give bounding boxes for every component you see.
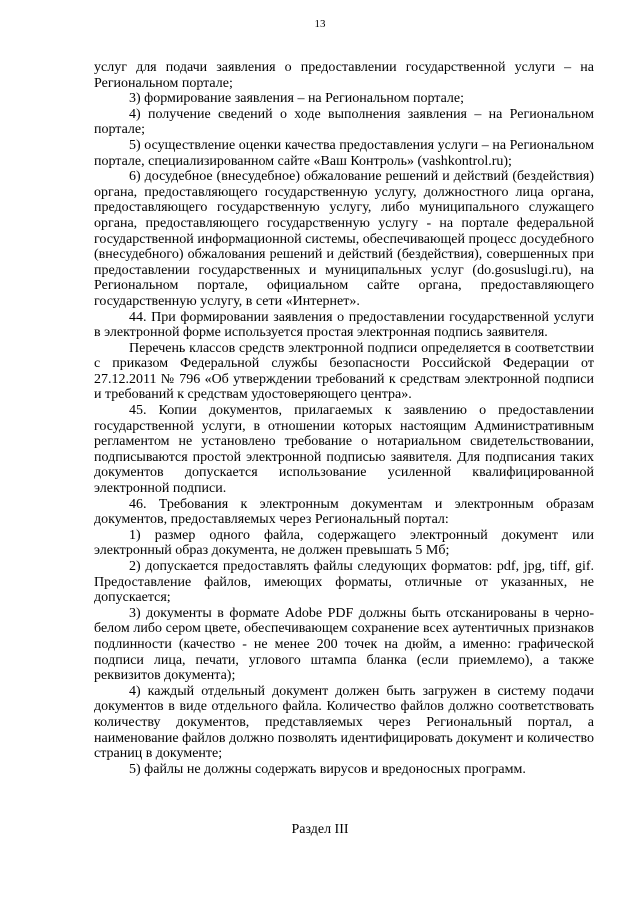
- paragraph-requirement-2: 2) допускается предоставлять файлы следующих форматов: pdf, jpg, tiff, gif. Предоставление файлов, имеющих форматы, отличные от указанных, не допускается;: [94, 559, 594, 606]
- paragraph-item-3: 3) формирование заявления – на Региональном портале;: [129, 91, 465, 107]
- page-number: 13: [314, 18, 326, 30]
- paragraph-item-4: 4) получение сведений о ходе выполнения заявления – на Региональном портале;: [94, 106, 594, 138]
- document-body: [94, 60, 594, 777]
- paragraph-continuation: услуг для подачи заявления о предоставлении государственной услуги – на Региональном портале;: [94, 60, 594, 91]
- paragraph-item-6: 6) досудебное (внесудебное) обжалование решений и действий (бездействия) органа, предоставляющего государственную услугу, должностного лица органа, предоставляющего государственную услугу, либо муниципального служащего органа, предоставляющего государственную услугу - на портале федеральной государственной информационной системы, обеспечивающей процесс досудебного (внесудебного) обжалования решений и действий (бездействия), совершенных при предоставлении государственных и муниципальных услуг (do.gosuslugi.ru), на Региональном портале, официальном сайте органа, предоставляющего государственную услугу, в сети «Интернет».: [94, 169, 594, 309]
- paragraph-signature-classes: Перечень классов средств электронной подписи определяется в соответствии с приказом Федеральной службы безопасности Российской Федерации от 27.12.2011 № 796 «Об утверждении требований к средствам электронной подписи и требований к средствам удостоверяющего центра».: [94, 340, 594, 403]
- section-heading: Раздел III: [291, 822, 349, 837]
- paragraph-clause-45: 45. Копии документов, прилагаемых к заявлению о предоставлении государственной услуги, в отношении которых настоящим Административным регламентом не установлено требование о нотариальном свидетельствовании, подписываются простой электронной подписью заявителя. Для подписания таких документов допускается использование усиленной квалифицированной электронной подписи.: [94, 403, 594, 497]
- paragraph-clause-46: 46. Требования к электронным документам и электронным образам документов, предоставляемых через Региональный портал:: [94, 496, 594, 528]
- paragraph-requirement-4: 4) каждый отдельный документ должен быть загружен в систему подачи документов в виде отдельного файла. Количество файлов должно соответствовать количеству документов, представляемых через Региональный портал, а наименование файлов должно позволять идентифицировать документ и количество страниц в документе;: [94, 683, 594, 762]
- paragraph-item-5: 5) осуществление оценки качества предоставления услуги – на Региональном портале, специализированном сайте «Ваш Контроль» (vashkontrol.ru);: [94, 137, 594, 169]
- paragraph-requirement-1: 1) размер одного файла, содержащего электронный документ или электронный образ документа, не должен превышать 5 Мб;: [94, 527, 594, 559]
- paragraph-clause-44: 44. При формировании заявления о предоставлении государственной услуги в электронной форме используется простая электронная подпись заявителя.: [94, 309, 594, 341]
- paragraph-requirement-3: 3) документы в формате Adobe PDF должны быть отсканированы в черно-белом либо сером цвете, обеспечивающем сохранение всех аутентичных признаков подлинности (качество - не менее 200 точек на дюйм, а именно: графической подписи лица, печати, углового штампа бланка (если приемлемо), а также реквизитов документа);: [94, 605, 594, 684]
- paragraph-requirement-5: 5) файлы не должны содержать вирусов и вредоносных программ.: [129, 761, 526, 777]
